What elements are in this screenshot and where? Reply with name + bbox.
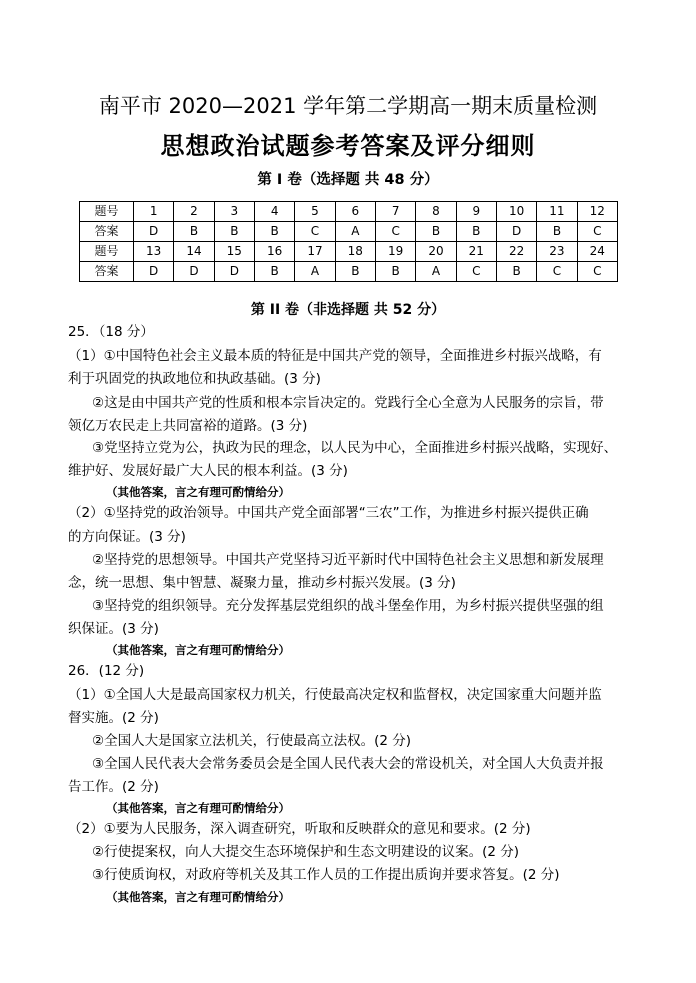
answer-cell: C — [375, 222, 415, 242]
answer-line: 告工作。(2 分) — [68, 779, 159, 795]
answer-line: 的方向保证。(3 分) — [68, 529, 186, 545]
grading-note: （其他答案，言之有理可酌情给分） — [106, 890, 290, 904]
answer-cell: B — [254, 222, 294, 242]
table-row — [80, 242, 618, 262]
table-row — [80, 262, 618, 282]
question-number-cell: 24 — [577, 242, 617, 262]
answer-cell: C — [456, 262, 496, 282]
row-label: 题号 — [80, 202, 134, 222]
answer-line: ③党坚持立党为公，执政为民的理念，以人民为中心，全面推进乡村振兴战略，实现好、 — [92, 440, 618, 456]
grading-note: （其他答案，言之有理可酌情给分） — [106, 801, 290, 815]
grading-note: （其他答案，言之有理可酌情给分） — [106, 643, 290, 657]
section-heading-part2: 第 II 卷（非选择题 共 52 分） — [250, 302, 446, 318]
answer-cell: B — [174, 222, 214, 242]
answer-cell: B — [375, 262, 415, 282]
answer-cell: B — [416, 222, 456, 242]
answer-cell: D — [496, 222, 536, 242]
question-number-cell: 5 — [295, 202, 335, 222]
answer-line: （2）①坚持党的政治领导。中国共产党全面部署“三农”工作，为推进乡村振兴提供正确 — [68, 505, 589, 521]
answer-line: 念，统一思想、集中智慧、凝聚力量，推动乡村振兴发展。(3 分) — [68, 575, 456, 591]
question-number-cell: 8 — [416, 202, 456, 222]
question-number-cell: 7 — [375, 202, 415, 222]
question-number-cell: 11 — [537, 202, 577, 222]
question-number-cell: 22 — [496, 242, 536, 262]
row-label: 题号 — [80, 242, 134, 262]
answer-table — [79, 201, 618, 282]
question-number-cell: 2 — [174, 202, 214, 222]
question-number-cell: 14 — [174, 242, 214, 262]
answer-cell: B — [214, 222, 254, 242]
answer-cell: D — [134, 262, 174, 282]
answer-line: 利于巩固党的执政地位和执政基础。(3 分) — [68, 371, 321, 387]
answer-cell: D — [174, 262, 214, 282]
question-number-cell: 12 — [577, 202, 617, 222]
answer-cell: A — [335, 222, 375, 242]
question-number-cell: 10 — [496, 202, 536, 222]
question-heading: 26．(12 分) — [68, 663, 145, 679]
question-number-cell: 13 — [134, 242, 174, 262]
table-row — [80, 202, 618, 222]
question-heading: 25．（18 分） — [68, 324, 154, 340]
answer-cell: B — [456, 222, 496, 242]
question-number-cell: 17 — [295, 242, 335, 262]
answer-line: ③行使质询权，对政府等机关及其工作人员的工作提出质询并要求答复。(2 分) — [92, 867, 560, 883]
answer-cell: A — [295, 262, 335, 282]
answer-cell: B — [496, 262, 536, 282]
answer-cell: C — [295, 222, 335, 242]
question-number-cell: 23 — [537, 242, 577, 262]
answer-line: （2）①要为人民服务，深入调查研究，听取和反映群众的意见和要求。(2 分) — [68, 821, 531, 837]
question-number-cell: 18 — [335, 242, 375, 262]
answer-line: ②行使提案权，向人大提交生态环境保护和生态文明建设的议案。(2 分) — [92, 844, 520, 860]
question-number-cell: 16 — [254, 242, 294, 262]
answer-cell: B — [254, 262, 294, 282]
answer-cell: D — [214, 262, 254, 282]
row-label: 答案 — [80, 262, 134, 282]
answer-line: （1）①中国特色社会主义最本质的特征是中国共产党的领导，全面推进乡村振兴战略，有 — [68, 348, 602, 364]
question-number-cell: 19 — [375, 242, 415, 262]
answer-cell: C — [537, 262, 577, 282]
answer-cell: C — [577, 222, 617, 242]
question-number-cell: 6 — [335, 202, 375, 222]
answer-line: ②全国人大是国家立法机关，行使最高立法权。(2 分) — [92, 733, 412, 749]
answer-cell: C — [577, 262, 617, 282]
document-title: 南平市 2020—2021 学年第二学期高一期末质量检测 — [98, 94, 598, 118]
question-number-cell: 1 — [134, 202, 174, 222]
document-subtitle: 思想政治试题参考答案及评分细则 — [160, 132, 536, 160]
answer-line: 维护好、发展好最广大人民的根本利益。(3 分) — [68, 463, 348, 479]
answer-line: ③坚持党的组织领导。充分发挥基层党组织的战斗堡垒作用，为乡村振兴提供坚强的组 — [92, 598, 604, 614]
answer-line: 织保证。(3 分) — [68, 621, 159, 637]
question-number-cell: 15 — [214, 242, 254, 262]
answer-cell: B — [335, 262, 375, 282]
question-number-cell: 21 — [456, 242, 496, 262]
section-heading-part1: 第 I 卷（选择题 共 48 分） — [257, 172, 439, 188]
answer-line: （1）①全国人大是最高国家权力机关，行使最高决定权和监督权，决定国家重大问题并监 — [68, 687, 602, 703]
answer-cell: B — [537, 222, 577, 242]
question-number-cell: 3 — [214, 202, 254, 222]
table-row — [80, 222, 618, 242]
answer-line: 领亿万农民走上共同富裕的道路。(3 分) — [68, 418, 308, 434]
question-number-cell: 20 — [416, 242, 456, 262]
answer-cell: A — [416, 262, 456, 282]
answer-line: ②坚持党的思想领导。中国共产党坚持习近平新时代中国特色社会主义思想和新发展理 — [92, 552, 604, 568]
answer-cell: D — [134, 222, 174, 242]
answer-line: ③全国人民代表大会常务委员会是全国人民代表大会的常设机关，对全国人大负责并报 — [92, 756, 604, 772]
question-number-cell: 4 — [254, 202, 294, 222]
grading-note: （其他答案，言之有理可酌情给分） — [106, 485, 290, 499]
question-number-cell: 9 — [456, 202, 496, 222]
row-label: 答案 — [80, 222, 134, 242]
answer-line: 督实施。(2 分) — [68, 710, 159, 726]
answer-line: ②这是由中国共产党的性质和根本宗旨决定的。党践行全心全意为人民服务的宗旨，带 — [92, 395, 604, 411]
